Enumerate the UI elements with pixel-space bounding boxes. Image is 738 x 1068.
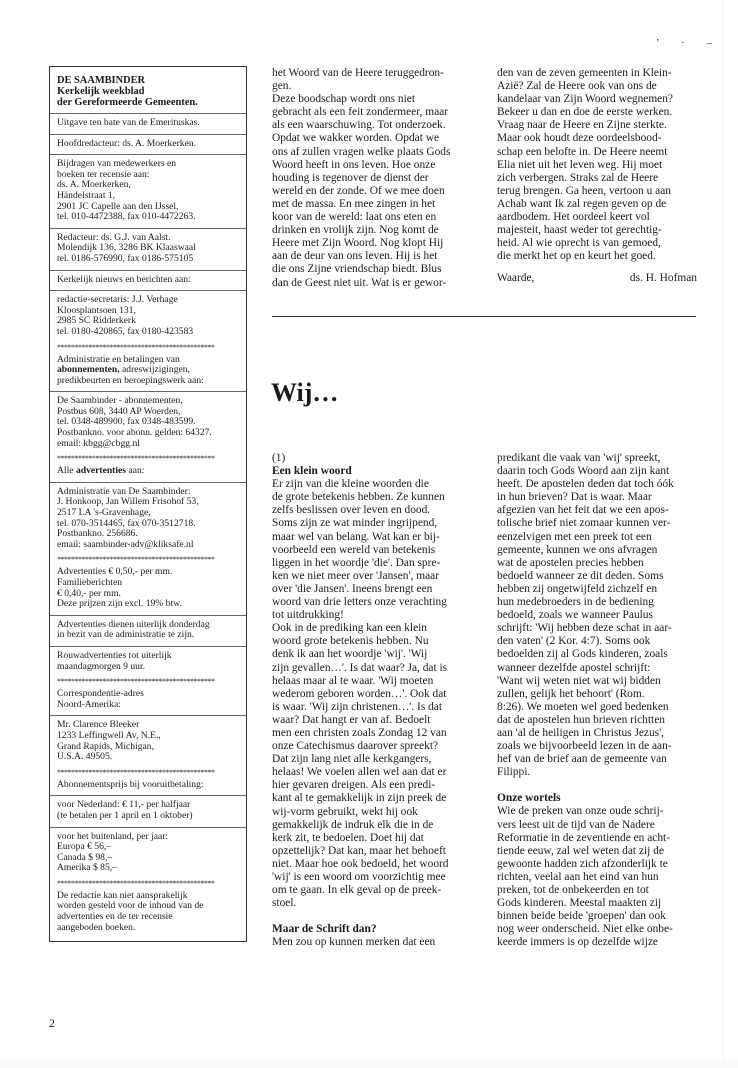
text-line: Canada $ 98,– (57, 851, 113, 863)
text-line: zelfs beslissen over leven en dood. (272, 504, 431, 517)
text-line: nog weer onderscheid. Niet elke onbe- (497, 923, 673, 936)
text-line: Men zou op kunnen merken dat een (272, 936, 436, 949)
text-line: over 'die Jansen'. Ineens brengt een (272, 582, 433, 595)
text-line: Noord-Amerika: (57, 698, 121, 710)
text-line: keerde immers is op dezelfde wijze (497, 936, 658, 949)
text-line: Vraag naar de Heere en Zijne sterkte. (497, 119, 667, 132)
divider (50, 228, 246, 229)
text-line: ds. A. Moerkerken, (57, 179, 131, 191)
text-line: Soms zijn ze wat minder ingrijpend, (272, 517, 438, 530)
text-line: voor het buitenland, per jaar: (57, 830, 169, 842)
bold-term: advertenties (75, 465, 127, 477)
text-line: tiende eeuw, zal wel weten dat zij de (497, 844, 664, 857)
section-heading: Onze wortels (497, 792, 561, 805)
text-line: gen. (272, 80, 292, 93)
text-line: men een christen zoals Zondag 12 van (272, 726, 447, 739)
text-line: 'Want wij weten niet wat wij bidden (497, 674, 661, 687)
text-line: dan de Geest niet uit. Wat is er gewor- (272, 276, 447, 289)
text-line: zullen, gelijk het behoort' (Rom. (497, 687, 645, 700)
text-line: Uitgave ten bate van de Emerituskas. (57, 117, 200, 128)
text-line: zijn gevallen…'. Is dat waar? Ja, dat is (272, 661, 448, 674)
masthead-line: Kerkelijk weekblad (57, 86, 145, 97)
divider (50, 113, 246, 114)
text-line: redactie-secretaris: J.J. Verhage (57, 294, 178, 306)
text-line: hef van de brief aan de gemeente van (497, 753, 667, 766)
text-line: eenzelvigen met een preek tot een (497, 530, 652, 543)
text-line: De Saambinder - abonnementen, (57, 395, 183, 407)
text-line: schrijft: 'Wij hebben deze schat in aar- (497, 622, 672, 635)
text-line: Postbus 608, 3440 AP Woerden, (57, 405, 181, 417)
text-line: is waar. 'Wij zijn christenen…'. Is dat (272, 700, 443, 713)
text-line: kant al te gemakkelijk in zijn preek de (272, 792, 447, 805)
text-line: schap een belofte in. De Heere neemt (497, 145, 668, 158)
email-link[interactable]: email: kbgg@cbgg.nl (57, 437, 140, 449)
text-line: vers leest uit de tijd van de Nadere (497, 818, 655, 831)
text-line: Advertenties dienen uiterlijk donderdag (57, 618, 210, 630)
text-line: kerk zit, te bedoelen. Doet hij dat (272, 831, 424, 844)
text-line: aan 'al de heiligen in Christus Jezus', (497, 726, 665, 739)
text-line: hier gevaren dreigen. Als een predi- (272, 779, 436, 792)
text-line: zich verbergen. Straks zal de Heere (497, 171, 659, 184)
text-line: Ook in de prediking kan een klein (272, 622, 427, 635)
text-line: onze Catechismus daarover spreekt? (272, 740, 439, 753)
north-america-address (57, 720, 239, 762)
text-line: kandelaar van Zijn Woord wegnemen? (497, 93, 673, 106)
text-line: daarin toch Gods Woord aan zijn kant (497, 465, 670, 478)
text-line: de grote betekenis hebben. Ze kunnen (272, 491, 445, 504)
text-line: die ons Zijne vriendschap biedt. Blus (272, 263, 442, 276)
divider (50, 615, 246, 616)
divider (50, 391, 246, 392)
text-line: Heere met Zijn Woord. Nog klopt Hij (272, 237, 444, 250)
text-line: 2985 SC Ridderkerk (57, 315, 136, 327)
text-line: voor Nederland: € 11,- per halfjaar (57, 799, 191, 811)
text-line: terug brengen. Ga heen, vertoon u aan (497, 184, 671, 197)
divider (50, 154, 246, 155)
editor-address (57, 233, 239, 265)
divider (50, 134, 246, 135)
divider (50, 827, 246, 828)
text-line: Administratie en betalingen van (57, 353, 180, 365)
text-line: Postbankno. 256686. (57, 528, 138, 540)
administration-heading (57, 355, 239, 387)
text-line: gewoonte hadden zich afzonderlijk te (497, 857, 668, 870)
text-line: Redacteur: ds. G.J. van Aalst. (57, 231, 171, 243)
text-line: bedoelden zij al Gods kinderen, zoals (497, 648, 668, 661)
advertisements-address (57, 487, 239, 551)
text-line: Europa € 56,– (57, 841, 112, 853)
text-line: wat de apostelen precies hebben (497, 556, 644, 569)
text-line: helaas maar al te waar. 'Wij moeten (272, 674, 434, 687)
text-line: Bekeer u dan en doe de eerste werken. (497, 106, 673, 119)
text-line: tel. 0348-489900, fax 0348-483599. (57, 416, 196, 428)
text-line: opzettelijk? Dat kan, maar het behoeft (272, 844, 446, 857)
text-line: gemeente, kunnen we ons afvragen (497, 543, 658, 556)
text-line: Woord heeft in ons leven. Hoe onze (272, 158, 436, 171)
text-line: het Woord van de Heere teruggedron- (272, 67, 444, 79)
text-line: waar? Dat hangt er van af. Bedoelt (272, 713, 431, 726)
divider (50, 482, 246, 483)
subscription-abroad (57, 832, 239, 874)
divider (50, 715, 246, 716)
text-line: Rouwadvertenties tot uiterlijk (57, 649, 172, 661)
text-line: tot uitdrukking! (272, 609, 344, 622)
text-line: maandagmorgen 9 uur. (57, 660, 146, 672)
text-line: gebracht als een feit zondermeer, maar (272, 106, 448, 119)
advertisements-heading (57, 466, 239, 477)
text-line: gemakkelijk de indruk elk die in de (272, 818, 434, 831)
text-line: den vaten' (2 Kor. 4:7). Soms ook (497, 635, 651, 648)
article-title: Wij… (271, 378, 339, 407)
header-marks: ’ · – (656, 38, 722, 49)
spacer (272, 910, 472, 923)
text-line: 'wij' is een woord om voorzichtig mee (272, 871, 446, 883)
text-line: als een waarschuwing. Tot onderzoek. (272, 119, 446, 132)
colophon-box (49, 66, 247, 942)
author-signature: ds. H. Hofman (629, 272, 697, 285)
text-line: Familieberichten (57, 577, 123, 588)
text-line: tel. 0180-420865, fax 0180-423583 (57, 325, 194, 337)
divider (50, 646, 246, 647)
masthead-line: DE SAAMBINDER (57, 75, 146, 86)
text-line: Maar ook houdt deze oordeelsbood- (497, 132, 662, 145)
text-line: U.S.A. 49505. (57, 751, 113, 763)
text-line: hun medebroeders in de bediening (497, 596, 654, 609)
text-line: Grand Rapids, Michigan, (57, 740, 154, 752)
text-line: Bijdragen van medewerkers en (57, 158, 177, 170)
text-line: predikbeurten en beroepingswerk aan: (57, 374, 204, 386)
article-part-number: (1) (272, 452, 286, 464)
text-line: preken, tot de onbekeerden en tot (497, 884, 649, 896)
divider (50, 795, 246, 796)
text-line: ons af zullen vragen welke plaats Gods (272, 145, 451, 158)
text-line: om te gaan. In elk geval op de preek- (272, 884, 442, 897)
text-line: woord van drie letters onze verachting (272, 596, 447, 609)
text-line: wereld en der zonde. Of we mee doen (272, 184, 445, 197)
text-line: aangeboden boeken. (57, 921, 136, 933)
spacer (497, 779, 697, 792)
text-line: helaas! We voelen allen wel aan dat er (272, 766, 447, 779)
divider (50, 270, 246, 271)
text-line: worden gesteld voor de inhoud van de (57, 900, 204, 912)
star-divider: ********************************************* (57, 677, 215, 687)
text-line: Kerkelijk nieuws en berichten aan: (57, 273, 191, 285)
text-line: Hoofdredacteur: ds. A. Moerkerken. (57, 137, 197, 149)
text-line: in hun brieven? Dat is waar. Maar (497, 491, 652, 504)
text-line: dat de apostelen hun brieven richtten (497, 713, 665, 726)
text-line: 2517 LA 's-Gravenhage, (57, 507, 151, 519)
text-fragment: aan: (128, 465, 145, 477)
text-line: 2901 JC Capelle aan den IJssel, (57, 200, 179, 212)
chief-editor (57, 139, 239, 150)
text-line: Achab want Ik zal regen geven op de (497, 197, 667, 210)
text-line: richten, veelal aan het eind van hun (497, 870, 659, 883)
mourning-ad-deadline (57, 651, 239, 672)
text-line: Deze prijzen zijn excl. 19% btw. (57, 598, 182, 610)
text-line (57, 466, 239, 477)
secretary-address (57, 295, 239, 337)
disclaimer (57, 891, 239, 933)
text-line: binnen beide beide 'groepen' dan ook (497, 910, 666, 923)
text-line: in bezit van de administratie te zijn. (57, 629, 195, 641)
text-line: Händelstraat 1, (57, 189, 116, 201)
text-line: denk ik aan het woordje 'wij'. 'Wij (272, 648, 428, 661)
star-divider: ********************************************* (57, 767, 215, 777)
text-line: Er zijn van die kleine woorden die (272, 478, 429, 491)
text-line: € 0,40,- per mm. (57, 587, 121, 599)
subscription-netherlands (57, 800, 239, 821)
text-line: advertenties en de ter recensie (57, 911, 173, 923)
text-line: 8:26). We moeten wel goed bedenken (497, 700, 669, 713)
text-line: bedoeld, zoals we wanneer Paulus (497, 609, 653, 622)
subscriptions-address (57, 396, 239, 449)
star-divider: ********************************************* (57, 878, 215, 888)
text-line: maar wel van belang. Wat kan er bij- (272, 530, 440, 543)
article-column-1 (272, 452, 472, 949)
text-line: De redactie kan niet aansprakelijk (57, 889, 188, 901)
text-line: majesteit, haast weder tot gerechtig- (497, 224, 662, 237)
text-line: niet. Maar hoe ook bedoeld, het woord (272, 857, 449, 870)
section-heading: Maar de Schrift dan? (272, 923, 377, 936)
text-line: drinken en vrolijk zijn. Nog komt de (272, 224, 439, 237)
masthead-line: der Gereformeerde Gemeenten. (57, 97, 198, 108)
signature-row (497, 272, 697, 285)
text-line: J. Honkoop, Jan Willem Frisohof 53, (57, 496, 199, 508)
text-line: Mr. Clarence Bleeker (57, 719, 140, 731)
top-article-column-2 (497, 67, 697, 286)
article-column-2 (497, 452, 697, 949)
text-line: liggen in het woordje 'die'. Dan spre- (272, 556, 441, 569)
text-line: wij-vorm gebruikt, wekt hij ook (272, 805, 418, 818)
text-line: Molendijk 136, 3286 BK Klaaswaal (57, 242, 196, 254)
text-line: tel. 070-3514465, fax 070-3512718. (57, 517, 196, 529)
text-line: Filippi. (497, 766, 531, 779)
text-line: predikant die vaak van 'wij' spreekt, (497, 452, 661, 464)
publisher-note (57, 118, 239, 129)
text-line: Reformatie in de zeventiende en acht- (497, 831, 670, 844)
text-line: boeken ter recensie aan: (57, 168, 150, 180)
subscription-title (57, 780, 239, 791)
text-line: wederom geboren worden…'. Ook dat (272, 687, 447, 700)
star-divider: ********************************************* (57, 454, 215, 464)
text-line: Advertenties € 0,50,- per mm. (57, 566, 173, 578)
text-line: aardbodem. Het oordeel keert vol (497, 211, 650, 224)
top-article-column-1 (272, 67, 472, 290)
salutation: Waarde, (497, 272, 535, 285)
text-line: zoals we bijvoorbeeld lezen in de aan- (497, 740, 672, 753)
text-line: heeft. De apostelen deden dat toch óók (497, 478, 674, 491)
text-line: Elia niet uit het leven weg. Hij moet (497, 158, 663, 171)
text-line: heid. Al wie oprecht is van gemoed, (497, 237, 661, 250)
text-fragment: adreswijzigingen, (122, 364, 190, 376)
text-line: 1233 Leffingwell Av, N.E., (57, 729, 161, 741)
text-line: hebben zij ongetwijfeld zichzelf en (497, 582, 658, 595)
text-line: Deze boodschap wordt ons niet (272, 93, 415, 106)
text-line: Administratie van De Saambinder: (57, 485, 191, 497)
north-america-heading (57, 689, 239, 710)
text-line: (te betalen per 1 april en 1 oktober) (57, 809, 193, 821)
text-line: Gods kinderen. Meestal maakten zij (497, 897, 662, 910)
star-divider: ********************************************* (57, 342, 215, 352)
bold-term: abonnementen, (57, 364, 120, 376)
page-edge-right (723, 0, 738, 1068)
star-divider: ********************************************* (57, 555, 215, 565)
text-line: Kloosplantsoen 131, (57, 304, 136, 316)
text-line: den van de zeven gemeenten in Klein- (497, 67, 672, 79)
text-line: houding is tegenover de dienst der (272, 171, 429, 184)
text-line: aan de deur van ons leven. Hij is het (272, 250, 438, 263)
text-line: Azië? Zal de Heere ook van ons de (497, 80, 657, 93)
ad-deadline (57, 620, 239, 641)
text-line: wanneer dezelfde apostel schrijft: (497, 661, 651, 674)
contributions-address (57, 159, 239, 223)
text-line: Wie de preken van onze oude schrij- (497, 805, 664, 818)
article-separator (272, 316, 696, 317)
text-line: die merkt het op en keurt het goed. (497, 250, 656, 263)
divider (50, 290, 246, 291)
email-link[interactable]: email: saambinder-adv@kliksafe.nl (57, 538, 194, 550)
page-number: 2 (49, 1016, 55, 1030)
text-line: koor van de wereld: laat ons eten en (272, 211, 437, 224)
text-line: bedoeld wanneer ze dit deden. Soms (497, 569, 664, 582)
text-line: afgezien van het feit dat we een apos- (497, 504, 669, 517)
text-line: tel. 010-4472388, fax 010-4472263. (57, 211, 196, 223)
text-line: Abonnementsprijs bij vooruitbetaling: (57, 778, 204, 790)
text-line: Dat zijn lang niet alle kerkgangers, (272, 753, 432, 766)
page-edge-bottom (0, 1060, 738, 1068)
church-news-heading (57, 275, 239, 286)
text-line: ken we niet meer over 'Jansen', maar (272, 569, 439, 582)
text-line: met de massa. En mee zingen in het (272, 197, 436, 210)
text-line: Correspondentie-adres (57, 688, 144, 700)
text-line: voorbeeld een wereld van betekenis (272, 543, 436, 556)
text-line: stoel. (272, 897, 297, 910)
text-line: tolische brief niet zomaar kunnen ver- (497, 517, 671, 530)
text-line: Amerika $ 85,– (57, 862, 117, 874)
masthead (57, 75, 239, 108)
text-line: Opdat we wakker worden. Opdat we (272, 132, 440, 145)
text-fragment: Alle (57, 465, 74, 477)
text-line: woord grote betekenis hebben. Nu (272, 635, 429, 648)
ad-prices (57, 567, 239, 609)
text-line: Postbankno. voor abonn. gelden: 64327. (57, 427, 212, 439)
text-line: tel. 0186-576990, fax 0186-575105 (57, 252, 194, 264)
section-heading: Een klein woord (272, 465, 352, 478)
